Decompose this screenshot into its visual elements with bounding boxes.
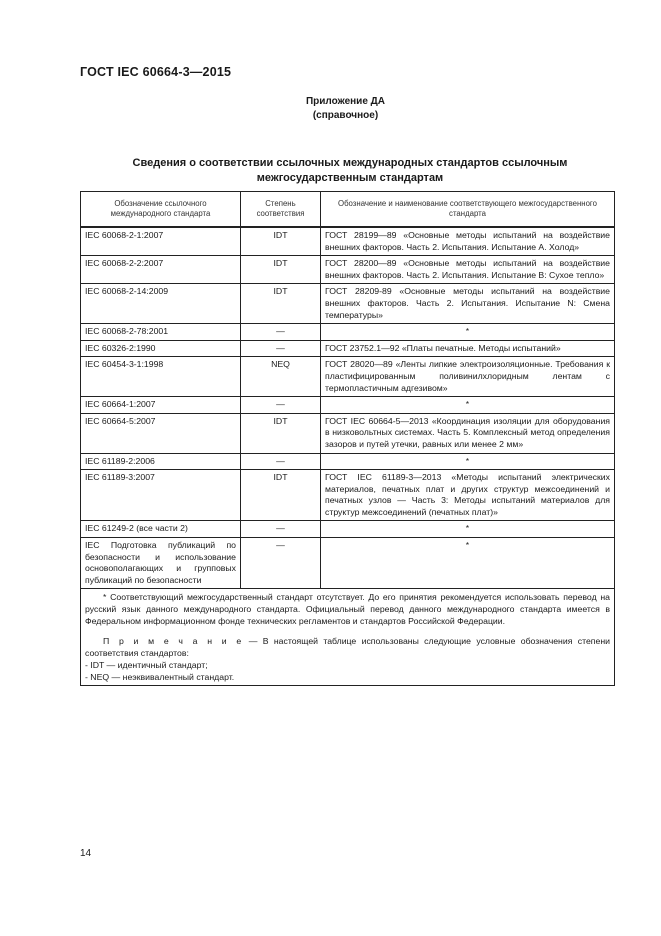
table-row [81,284,615,324]
national-standard-cell: * [321,538,615,589]
degree-cell: — [241,324,321,341]
note-item-neq: - NEQ — неэквивалентный стандарт. [85,672,235,683]
degree-cell: IDT [241,256,321,284]
appendix-subtitle: (справочное) [312,110,379,121]
appendix-title: Приложение ДА [305,96,386,107]
degree-cell: — [241,397,321,414]
table-row [81,470,615,521]
national-standard-cell: ГОСТ 28199—89 «Основные методы испытаний на воздействие внешних факторов. Часть 2. Испытания. Испытание А. Холод» [321,227,615,256]
national-standard-cell: ГОСТ 28200—89 «Основные методы испытаний на воздействие внешних факторов. Часть 2. Испытания. Испытание В: Сухое тепло» [321,256,615,284]
national-standard-cell: ГОСТ IEC 60664-5—2013 «Координация изоляции для оборудования в низковольтных системах. Часть 5. Комплексный метод определения зазоров и путей утечки, равных или менее 2 мм» [321,413,615,453]
international-standard-cell: IEC 60068-2-78:2001 [81,324,241,341]
degree-cell: IDT [241,227,321,256]
note-text: — В настоящей таблице использованы следующие условные обозначения степени соответствия стандартов: [85,636,610,659]
degree-cell: IDT [241,470,321,521]
degree-cell: — [241,538,321,589]
column-header-international: Обозначение ссылочного международного стандарта [81,192,241,228]
degree-cell: IDT [241,413,321,453]
table-footnote: * Соответствующий межгосударственный стандарт отсутствует. До его принятия рекомендуется использовать перевод на русский язык данного международного стандарта. Официальный перевод данного международного стандарта имеется в Федеральном информационном фонде технических регламентов и стандартов Российской Федерации. [85,592,610,627]
degree-cell: NEQ [241,357,321,397]
table-row [81,453,615,470]
international-standard-cell: IEC 60068-2-2:2007 [81,256,241,284]
correspondence-table [80,191,615,686]
column-header-degree: Степень соответствия [241,192,321,228]
table-row [81,227,615,256]
international-standard-cell: IEC 61189-2:2006 [81,453,241,470]
table-title-line-2: межгосударственным стандартам [256,172,444,184]
national-standard-cell: ГОСТ 28020—89 «Ленты липкие электроизоляционные. Требования к пластифицированным поливинилхлоридным лентам с термопластичным адгезивом» [321,357,615,397]
national-standard-cell: * [321,521,615,538]
degree-cell: — [241,453,321,470]
national-standard-cell: * [321,397,615,414]
document-header: ГОСТ IEC 60664-3—2015 [80,65,232,79]
table-row [81,256,615,284]
table-notes-cell [81,589,615,686]
appendix-heading [0,95,661,123]
international-standard-cell: IEC 60068-2-1:2007 [81,227,241,256]
international-standard-cell: IEC 61189-3:2007 [81,470,241,521]
international-standard-cell: IEC 60664-5:2007 [81,413,241,453]
national-standard-cell: * [321,324,615,341]
table-title [100,156,600,186]
international-standard-cell: IEC 60454-3-1:1998 [81,357,241,397]
international-standard-cell: IEC 60326-2:1990 [81,340,241,357]
page-number: 14 [80,848,92,859]
table-row [81,521,615,538]
note-label: П р и м е ч а н и е [103,636,244,647]
table-row [81,538,615,589]
table-note [85,635,610,659]
column-header-national: Обозначение и наименование соответствующего межгосударственного стандарта [321,192,615,228]
international-standard-cell: IEC 60068-2-14:2009 [81,284,241,324]
international-standard-cell: IEC 60664-1:2007 [81,397,241,414]
table-header-row [81,192,615,228]
table-row [81,413,615,453]
note-item-idt: - IDT — идентичный стандарт; [85,660,208,671]
degree-cell: — [241,340,321,357]
table-row [81,340,615,357]
national-standard-cell: ГОСТ IEC 61189-3—2013 «Методы испытаний электрических материалов, печатных плат и других структур межсоединений и печатных узлов — Часть 3: Методы испытаний материалов для структур межсоединений (печатных плат)» [321,470,615,521]
table-row [81,324,615,341]
table-row [81,357,615,397]
national-standard-cell: ГОСТ 23752.1—92 «Платы печатные. Методы испытаний» [321,340,615,357]
international-standard-cell: IEC 61249-2 (все части 2) [81,521,241,538]
table-title-line-1: Сведения о соответствии ссылочных международных стандартов ссылочным [132,157,568,169]
degree-cell: IDT [241,284,321,324]
national-standard-cell: ГОСТ 28209-89 «Основные методы испытаний на воздействие внешних факторов. Часть 2. Испытания. Испытание N: Смена температуры» [321,284,615,324]
international-standard-cell: IEC Подготовка публикаций по безопасности и использование основополагающих и групповых публикаций по безопасности [81,538,241,589]
national-standard-cell: * [321,453,615,470]
table-row [81,397,615,414]
degree-cell: — [241,521,321,538]
table-notes-row [81,589,615,686]
